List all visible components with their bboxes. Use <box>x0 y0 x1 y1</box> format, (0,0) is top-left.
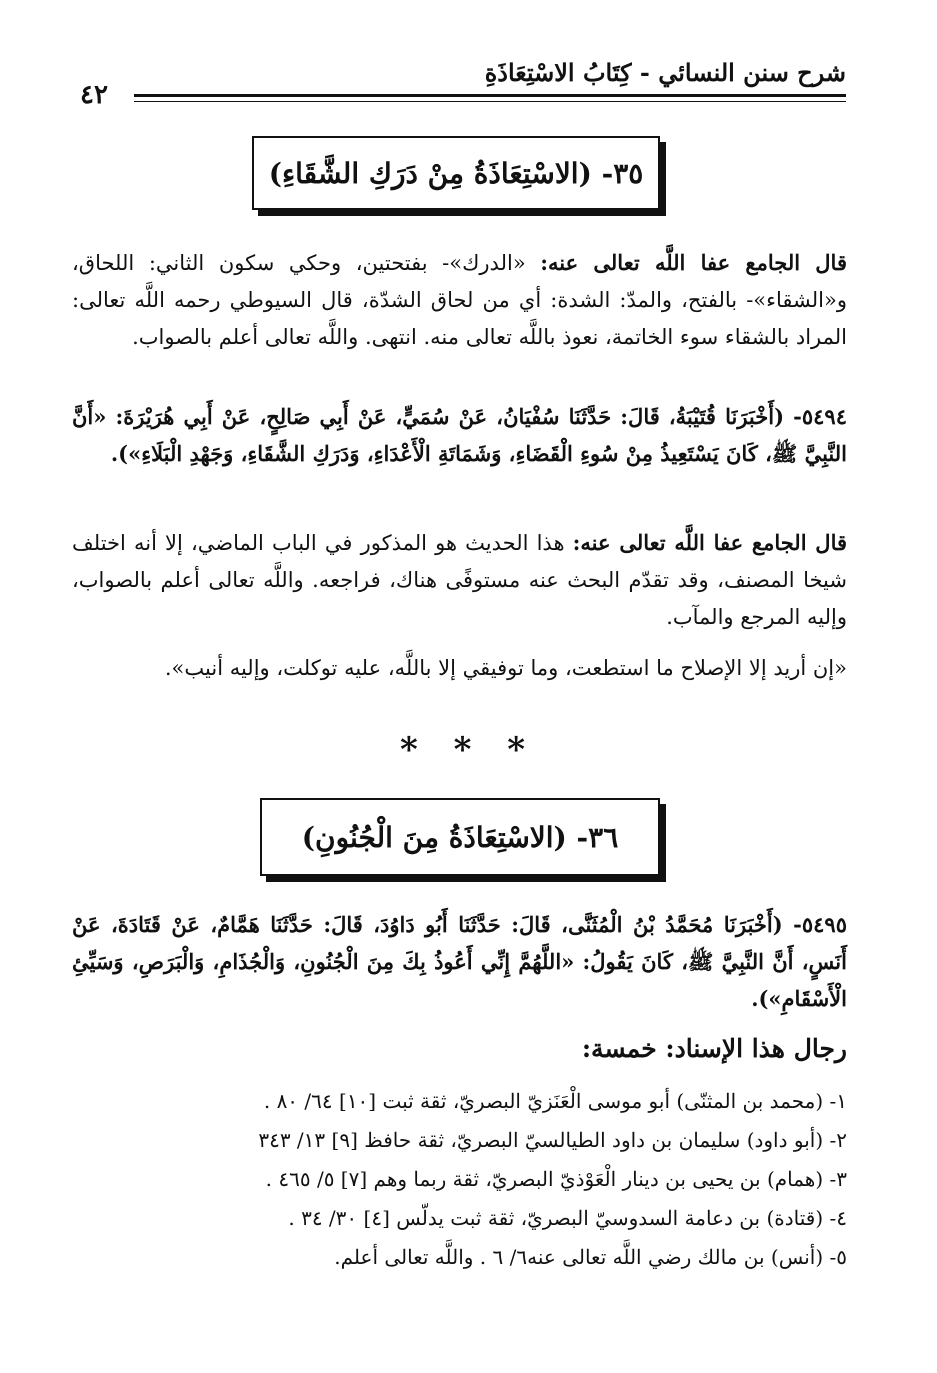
narrator-item: ١- (محمد بن المثنّى) أبو موسى الْعَنَزيّ البصريّ، ثقة ثبت [١٠] ٦٤/ ٨٠ . <box>263 1089 847 1113</box>
section-separator: * * * <box>399 730 537 770</box>
header-rule <box>64 94 846 102</box>
commentary-text: «الدرك»- بفتحتين، وحكي سكون الثاني: اللحاق، و«الشقاء»- بالفتح، والمدّ: الشدة: أي من لحاق الشدّة، قال السيوطي رحمه اللَّه تعالى: المراد بالشقاء سوء الخاتمة، نعوذ باللَّه تعالى منه. انتهى. واللَّه تعالى أعلم بالصواب. <box>72 251 847 349</box>
commentary-text: هذا الحديث هو المذكور في الباب الماضي، إلا أنه اختلف شيخا المصنف، وقد تقدّم البحث عنه مستوفًى هناك، فراجعه. واللَّه تعالى أعلم بالصواب، وإليه المرجع والمآب. <box>72 531 847 629</box>
chapter-35-title: ٣٥- (الاسْتِعَاذَةُ مِنْ دَرَكِ الشَّقَاءِ) <box>268 156 644 190</box>
narrator-item: ٢- (أبو داود) سليمان بن داود الطيالسيّ البصريّ، ثقة حافظ [٩] ١٣/ ٣٤٣ <box>258 1128 847 1152</box>
narrator-item: ٥- (أنس) بن مالك رضي اللَّه تعالى عنه٦/ ٦ . واللَّه تعالى أعلم. <box>334 1245 847 1269</box>
page-header <box>64 58 846 110</box>
hadith-5494: ٥٤٩٤- (أَخْبَرَنَا قُتَيْبَةُ، قَالَ: حَدَّثَنَا سُفْيَانُ، عَنْ سُمَيٍّ، عَنْ أَبِي صَالِحٍ، عَنْ أَبِي هُرَيْرَةَ: «أَنَّ النَّبِيَّ ﷺ، كَانَ يَسْتَعِيذُ مِنْ سُوءِ الْقَضَاءِ، وَشَمَاتَةِ الْأَعْدَاءِ، وَدَرَكِ الشَّقَاءِ، وَجَهْدِ الْبَلَاءِ»). <box>72 404 847 466</box>
hadith-5495: ٥٤٩٥- (أَخْبَرَنَا مُحَمَّدُ بْنُ الْمُثَنَّى، قَالَ: حَدَّثَنَا أَبُو دَاوُدَ، قَالَ: حَدَّثَنَا هَمَّامٌ، عَنْ قَتَادَةَ، عَنْ أَنَسٍ، أَنَّ النَّبِيَّ ﷺ، كَانَ يَقُولُ: «اللَّهُمَّ إِنِّي أَعُوذُ بِكَ مِنَ الْجُنُونِ، وَالْجُذَامِ، وَالْبَرَصِ، وَسَيِّئِ الْأَسْقَامِ»). <box>72 912 847 1011</box>
narrator-item: ٤- (قتادة) بن دعامة السدوسيّ البصريّ، ثقة ثبت يدلّس [٤] ٣٠/ ٣٤ . <box>288 1206 847 1230</box>
narrators-heading: رجال هذا الإسناد: خمسة: <box>581 1034 847 1063</box>
chapter-36-title: ٣٦- (الاسْتِعَاذَةُ مِنَ الْجُنُونِ) <box>301 820 619 854</box>
commentary-lead: قال الجامع عفا اللَّه تعالى عنه: <box>540 250 847 275</box>
chapter-35-title-box <box>252 136 660 210</box>
commentary-paragraph-2 <box>72 524 847 636</box>
chapter-36-title-box <box>260 798 660 876</box>
page-number: ٤٢ <box>80 80 108 110</box>
running-title: شرح سنن النسائي - كِتَابُ الاسْتِعَاذَةِ <box>484 58 846 87</box>
narrator-item: ٣- (همام) بن يحيى بن دينار الْعَوْذيّ البصريّ، ثقة ربما وهم [٧] ٥/ ٤٦٥ . <box>265 1167 847 1191</box>
commentary-lead: قال الجامع عفا اللَّه تعالى عنه: <box>572 530 848 555</box>
narrators-list <box>100 1082 847 1277</box>
closing-quote: «إن أريد إلا الإصلاح ما استطعت، وما توفيقي إلا باللَّه، عليه توكلت، وإليه أنيب». <box>164 656 847 680</box>
commentary-paragraph-1 <box>72 244 847 356</box>
